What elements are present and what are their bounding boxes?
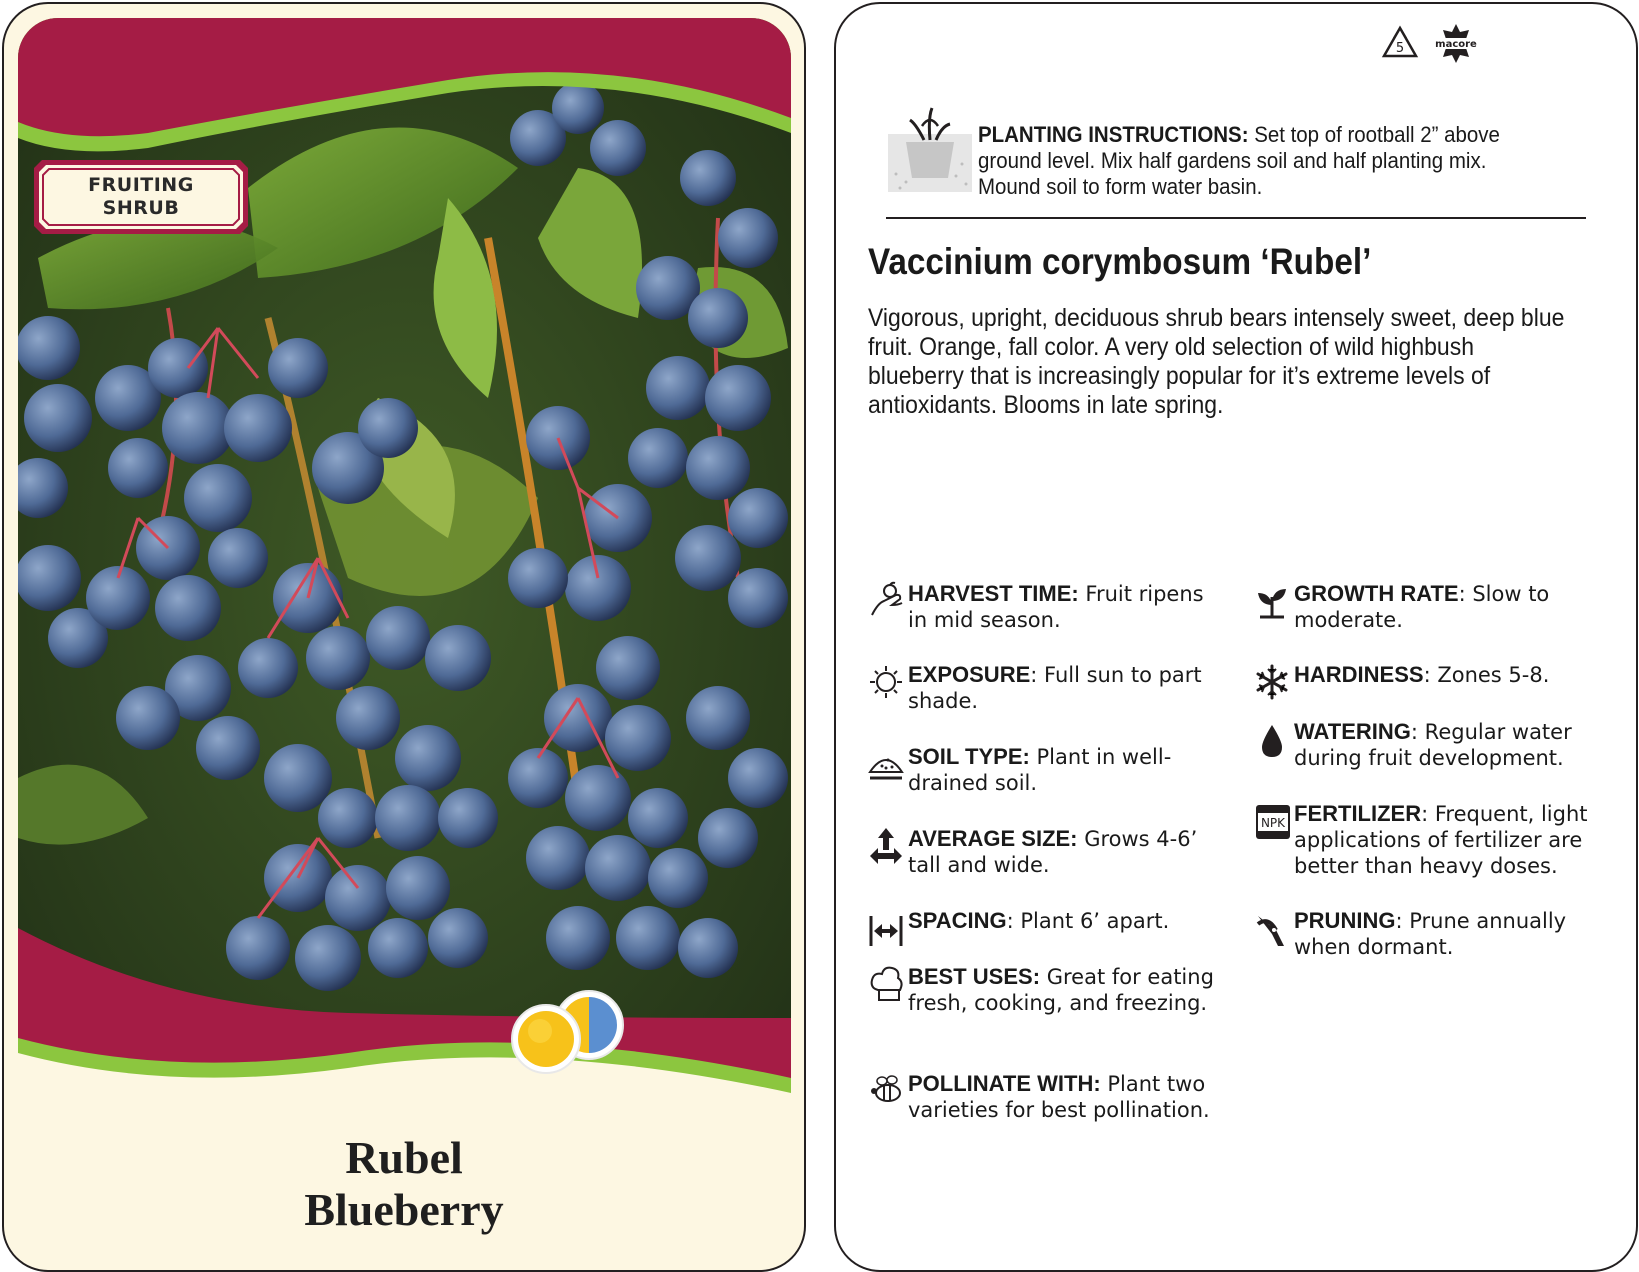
attr-harvest-time: [868, 581, 1228, 633]
attr-label: HARDINESS: [1294, 662, 1424, 687]
attr-label: SPACING: [908, 908, 1007, 933]
water-drop-icon: [1254, 719, 1292, 759]
chef-hat-icon: [868, 964, 906, 1004]
attr-value: : Zones 5-8.: [1423, 663, 1550, 687]
attr-label: EXPOSURE: [908, 662, 1031, 687]
growth-sprout-icon: [1254, 581, 1292, 621]
npk-fertilizer-icon: [1254, 801, 1292, 841]
attr-value: : Plant 6’ apart.: [1006, 909, 1170, 933]
spacing-icon: [868, 908, 906, 948]
attr-label: HARVEST TIME:: [908, 581, 1079, 606]
exposure-icons: [504, 987, 634, 1077]
attr-label: WATERING: [1294, 719, 1411, 744]
attr-pollinate-with: [868, 1071, 1228, 1123]
attr-exposure: [868, 662, 1228, 714]
divider: [886, 217, 1586, 219]
soil-icon: [868, 744, 906, 784]
pruner-icon: [1254, 908, 1292, 948]
plant-tag-front: [2, 2, 806, 1272]
attr-value: Fruit ripens in mid season.: [908, 582, 1204, 632]
attr-label: BEST USES:: [908, 964, 1041, 989]
attr-value: Plant in well-drained soil.: [908, 745, 1172, 795]
attr-value: Plant two varieties for best pollination.: [908, 1072, 1210, 1122]
attr-spacing: [868, 908, 1228, 934]
plant-tag-back: [834, 2, 1638, 1272]
brand-name: macore: [1435, 39, 1477, 50]
attr-average-size: [868, 826, 1228, 878]
botanical-name: Vaccinium corymbosum ‘Rubel’: [868, 241, 1372, 282]
common-name: [4, 1132, 804, 1236]
planting-pot-icon: [886, 104, 974, 196]
snowflake-icon: [1254, 662, 1292, 702]
badge-line-2: SHRUB: [102, 197, 180, 219]
attr-soil-type: [868, 744, 1228, 796]
attr-growth-rate: [1254, 581, 1614, 633]
attr-label: GROWTH RATE: [1294, 581, 1459, 606]
category-badge-label: [34, 174, 248, 220]
attr-watering: [1254, 719, 1614, 771]
attr-best-uses: [868, 964, 1228, 1016]
badge-line-1: FRUITING: [88, 174, 194, 196]
attr-hardiness: [1254, 662, 1614, 688]
plant-description: Vigorous, upright, deciduous shrub bears intensely sweet, deep blue fruit. Orange, fall color. A very old selection of wild highbush blueberry that is increasingly popular for it’s extreme levels of antioxidants. Blooms in late spring.: [868, 304, 1565, 419]
attr-label: SOIL TYPE:: [908, 744, 1030, 769]
harvest-hand-icon: [868, 581, 906, 621]
common-name-line-2: Blueberry: [304, 1184, 504, 1235]
macore-logo: [1435, 24, 1477, 63]
attr-pruning: [1254, 908, 1614, 960]
attr-value: : Slow to moderate.: [1294, 582, 1550, 632]
sun-exposure-icon: [868, 662, 906, 702]
attr-label: FERTILIZER: [1294, 801, 1422, 826]
attr-value: : Prune annually when dormant.: [1294, 909, 1567, 959]
npk-label: NPK: [1260, 816, 1286, 830]
attr-label: AVERAGE SIZE:: [908, 826, 1078, 851]
attr-value: : Regular water during fruit development.: [1294, 720, 1572, 770]
planting-text: Set top of rootball 2” above ground level. Mix half gardens soil and half planting mix. Mound soil to form water basin.: [978, 122, 1500, 199]
full-sun-icon: [512, 1005, 580, 1073]
attr-value: : Frequent, light applications of fertilizer are better than heavy doses.: [1294, 802, 1588, 878]
attr-label: POLLINATE WITH:: [908, 1071, 1101, 1096]
planting-label: PLANTING INSTRUCTIONS:: [978, 122, 1249, 147]
attr-value: Great for eating fresh, cooking, and freezing.: [908, 965, 1214, 1015]
size-arrows-icon: [868, 826, 906, 866]
recycle-logo: [1376, 22, 1486, 68]
attr-label: PRUNING: [1294, 908, 1396, 933]
attr-value: : Full sun to part shade.: [908, 663, 1202, 713]
attr-value: Grows 4-6’ tall and wide.: [908, 827, 1198, 877]
bee-icon: [868, 1071, 906, 1111]
common-name-line-1: Rubel: [345, 1132, 463, 1183]
attr-fertilizer: [1254, 801, 1614, 879]
planting-instructions: [978, 122, 1555, 200]
recycle-icon: [1384, 28, 1416, 56]
recycle-number: 5: [1395, 41, 1405, 56]
